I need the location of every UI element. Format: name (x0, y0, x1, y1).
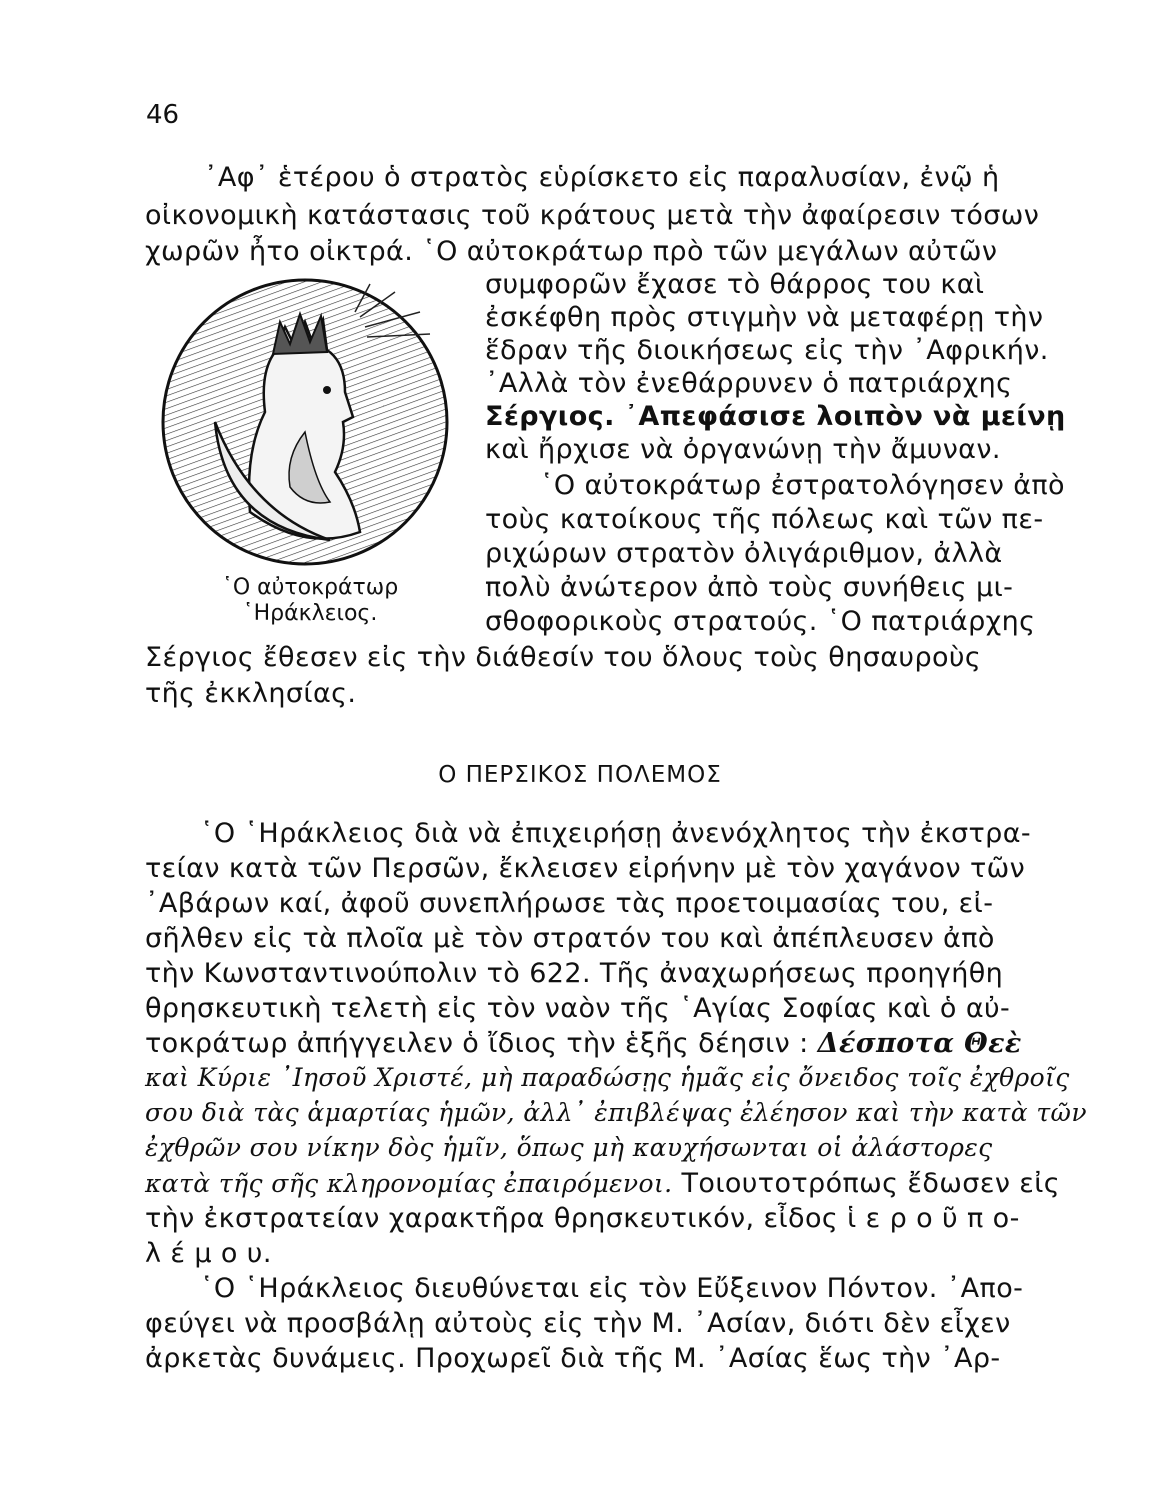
text-line: Σέργιος ἔθεσεν εἰς τὴν διάθεσίν του ὅλους τοὺς θησαυροὺς (145, 642, 982, 673)
prayer-start: Δέσποτα Θεὲ (817, 1028, 1022, 1059)
illustration-caption (150, 575, 470, 627)
text-line: σθοφορικοὺς στρατούς. ῾Ο πατριάρχης (485, 606, 1036, 637)
text-line: ἐσκέφθη πρὸς στιγμὴν νὰ μεταφέρῃ τὴν (485, 302, 1044, 333)
text-line: ῾Ο ῾Ηράκλειος διὰ νὰ ἐπιχειρήσῃ ἀνενόχλητος τὴν ἐκστρα- (200, 818, 1032, 849)
text-line: χωρῶν ἦτο οἰκτρά. ῾Ο αὐτοκράτωρ πρὸ τῶν μεγάλων αὐτῶν (145, 236, 998, 267)
text-line (145, 1168, 1060, 1199)
text-line: ᾽Αλλὰ τὸν ἐνεθάρρυνεν ὁ πατριάρχης (485, 368, 1013, 399)
text-line: Σέργιος. ᾽Απεφάσισε λοιπὸν νὰ μείνῃ (485, 401, 1066, 432)
text-line: σῆλθεν εἰς τὰ πλοῖα μὲ τὸν στρατόν του καὶ ἀπέπλευσεν ἀπὸ (145, 923, 995, 954)
page-number: 46 (146, 100, 180, 130)
text-line: φεύγει νὰ προσβάλῃ αὐτοὺς εἰς τὴν Μ. ᾽Ασίαν, διότι δὲν εἶχεν (145, 1308, 1011, 1339)
text-line (145, 1028, 1022, 1059)
prayer-line: ἐχθρῶν σου νίκην δὸς ἡμῖν, ὅπως μὴ καυχήσωνται οἱ ἀλάστορες (145, 1133, 993, 1162)
emperor-medallion-illustration (155, 272, 455, 572)
text-line: ἕδραν τῆς διοικήσεως εἰς τὴν ᾽Αφρικήν. (485, 335, 1049, 366)
prayer-line: κατὰ τῆς σῆς κληρονομίας ἐπαιρόμενοι. (145, 1169, 673, 1198)
text-line: τοὺς κατοίκους τῆς πόλεως καὶ τῶν πε- (485, 504, 1044, 535)
text-line: ᾽Αβάρων καί, ἀφοῦ συνεπλήρωσε τὰς προετοιμασίας του, εἰ- (145, 888, 994, 919)
caption-line-2: ῾Ηράκλειος. (242, 601, 378, 626)
text-line: τῆς ἐκκλησίας. (145, 678, 357, 709)
text-line: τείαν κατὰ τῶν Περσῶν, ἔκλεισεν εἰρήνην μὲ τὸν χαγάνον τῶν (145, 853, 1026, 884)
text-line: καὶ ἤρχισε νὰ ὀργανώνῃ τὴν ἄμυναν. (485, 434, 1001, 465)
text-line: ριχώρων στρατὸν ὀλιγάριθμον, ἀλλὰ (485, 538, 1003, 569)
text-segment: Τοιουτοτρόπως ἔδωσεν εἰς (681, 1168, 1061, 1199)
text-line: λ έ μ ο υ. (145, 1238, 272, 1269)
text-line: τὴν ἐκστρατείαν χαρακτῆρα θρησκευτικόν, εἶδος ἱ ε ρ ο ῦ π ο- (145, 1203, 1020, 1234)
text-segment: τοκράτωρ ἀπήγγειλεν ὁ ἴδιος τὴν ἑξῆς δέησιν : (145, 1028, 809, 1059)
text-line: τὴν Κωνσταντινούπολιν τὸ 622. Τῆς ἀναχωρήσεως προηγήθη (145, 958, 1004, 989)
text-line: θρησκευτικὴ τελετὴ εἰς τὸν ναὸν τῆς ῾Αγίας Σοφίας καὶ ὁ αὐ- (145, 993, 1011, 1024)
prayer-line: καὶ Κύριε ᾽Ιησοῦ Χριστέ, μὴ παραδώσῃς ἡμᾶς εἰς ὄνειδος τοῖς ἐχθροῖς (145, 1063, 1070, 1092)
text-line: ῾Ο αὐτοκράτωρ ἐστρατολόγησεν ἀπὸ (540, 470, 1065, 501)
text-line: ᾽Αφ᾽ ἑτέρου ὁ στρατὸς εὑρίσκετο εἰς παραλυσίαν, ἐνῷ ἡ (204, 162, 1000, 193)
prayer-line: σου διὰ τὰς ἁμαρτίας ἡμῶν, ἀλλ᾽ ἐπιβλέψας ἐλέησον καὶ τὴν κατὰ τῶν (145, 1098, 1087, 1127)
text-line: συμφορῶν ἔχασε τὸ θάρρος του καὶ (485, 269, 985, 300)
caption-line-1: ῾Ο αὐτοκράτωρ (221, 575, 399, 600)
text-line: πολὺ ἀνώτερον ἀπὸ τοὺς συνήθεις μι- (485, 572, 1014, 603)
section-heading: Ο ΠΕΡΣΙΚΟΣ ΠΟΛΕΜΟΣ (438, 762, 722, 788)
text-line: οἰκονομικὴ κατάστασις τοῦ κράτους μετὰ τὴν ἀφαίρεσιν τόσων (145, 200, 1040, 231)
text-line: ἀρκετὰς δυνάμεις. Προχωρεῖ διὰ τῆς Μ. ᾽Ασίας ἕως τὴν ᾽Αρ- (145, 1343, 1001, 1374)
text-line: ῾Ο ῾Ηράκλειος διευθύνεται εἰς τὸν Εὔξεινον Πόντον. ᾽Απο- (200, 1273, 1024, 1304)
